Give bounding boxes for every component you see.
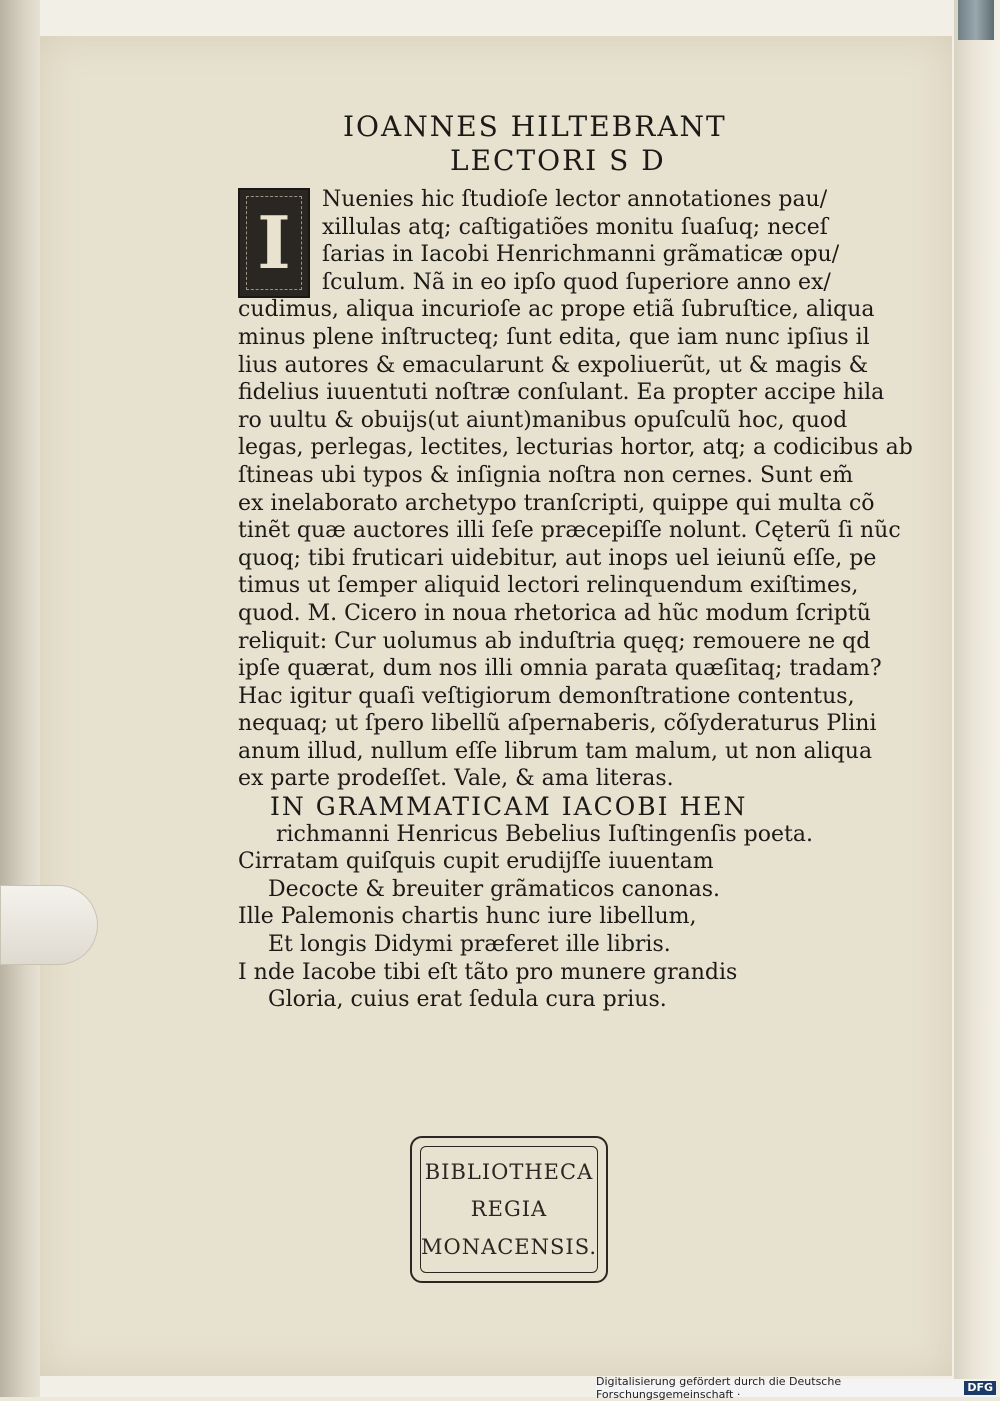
book-cover-edge	[0, 0, 40, 1397]
body-line: ex parte prodeſſet. Vale, & ama literas.	[238, 766, 674, 792]
body-line: minus plene inſtructeq; ſunt edita, que iam nunc ipſius il	[238, 324, 870, 350]
body-line: ſculum. Nã in eo ipſo quod ſuperiore anno ex/	[322, 269, 831, 295]
stamp-line: REGIA	[470, 1197, 548, 1222]
body-line: Hac igitur quaſi veſtigiorum demonſtratione contentus,	[238, 683, 855, 709]
library-stamp	[410, 1136, 608, 1283]
heading-line-1: IOANNES HILTEBRANT	[343, 110, 727, 143]
heading-line-2: LECTORI S D	[450, 144, 666, 177]
stamp-line: BIBLIOTHECA	[424, 1159, 594, 1184]
poem-verse: I nde Iacobe tibi eſt tãto pro munere grandis	[238, 959, 738, 985]
body-line: quod. M. Cicero in noua rhetorica ad hũc modum ſcriptũ	[238, 600, 871, 626]
stamp-line: MONACENSIS.	[420, 1235, 598, 1260]
poem-verse: Ille Palemonis chartis hunc iure libellum,	[238, 904, 697, 930]
body-line: cudimus, aliqua incurioſe ac prope etiã ſubruſtice, aliqua	[238, 297, 875, 323]
dfg-logo: DFG	[964, 1381, 996, 1395]
body-line: ſtineas ubi typos & inſignia noſtra non cernes. Sunt em̃	[238, 462, 854, 488]
body-line: timus ut ſemper aliquid lectori relinquendum exiſtimes,	[238, 573, 859, 599]
body-line: ro uultu & obuijs(ut aiunt)manibus opuſculũ hoc, quod	[238, 407, 848, 433]
poem-verse: Cirratam quiſquis cupit erudijſſe iuuentam	[238, 849, 714, 875]
body-line: ex inelaborato archetypo tranſcripti, quippe qui multa cõ	[238, 490, 875, 516]
body-line: ſarias in Iacobi Henrichmanni grãmaticæ opu/	[322, 242, 840, 268]
poem-subheading: richmanni Henricus Bebelius Iuſtingenſis poeta.	[276, 821, 813, 847]
body-line: reliquit: Cur uolumus ab induſtria quęq; remouere ne qd	[238, 628, 871, 654]
binding-strip	[958, 0, 994, 40]
body-line: Nuenies hic ſtudioſe lector annotationes pau/	[322, 187, 828, 212]
page-stack-edge	[954, 0, 1000, 1397]
body-line: anum illud, nullum eſſe librum tam malum, ut non aliqua	[238, 738, 873, 764]
body-line: tinẽt quæ auctores illi ſeſe præcepiſſe nolunt. Cęterũ ſi nũc	[238, 518, 901, 544]
body-line: quoq; tibi fruticari uidebitur, aut inops uel ieiunũ eſſe, pe	[238, 545, 877, 571]
body-line: fidelius iuuentuti noſtræ conſulant. Ea propter accipe hila	[238, 380, 885, 406]
body-line: lius autores & emacularunt & expoliuerũt, ut & magis &	[238, 352, 869, 378]
digitization-footer	[596, 1375, 996, 1401]
page-clasp	[0, 885, 98, 965]
poem-heading: IN GRAMMATICAM IACOBI HEN	[270, 792, 748, 822]
body-line: ipſe quærat, dum nos illi omnia parata quæſitaq; tradam?	[238, 656, 882, 682]
body-line: legas, perlegas, lectites, lecturias hortor, atq; a codicibus ab	[238, 435, 913, 461]
poem-verse: Gloria, cuius erat ſedula cura prius.	[268, 987, 667, 1013]
body-line: nequaq; ut ſpero libellũ aſpernaberis, cõſyderaturus Plini	[238, 711, 877, 737]
document-text	[238, 110, 918, 1013]
footer-text: Digitalisierung gefördert durch die Deutsche Forschungsgemeinschaft ·	[596, 1375, 842, 1401]
body-paragraph	[238, 186, 918, 1014]
library-stamp-frame	[420, 1146, 598, 1273]
initial-letter: I	[257, 200, 291, 285]
body-line: xillulas atq; caſtigatiões monitu ſuaſuq; neceſ	[322, 214, 828, 240]
poem-verse: Decocte & breuiter grãmaticos canonas.	[268, 876, 721, 902]
poem-verse: Et longis Didymi præferet ille libris.	[268, 932, 671, 958]
